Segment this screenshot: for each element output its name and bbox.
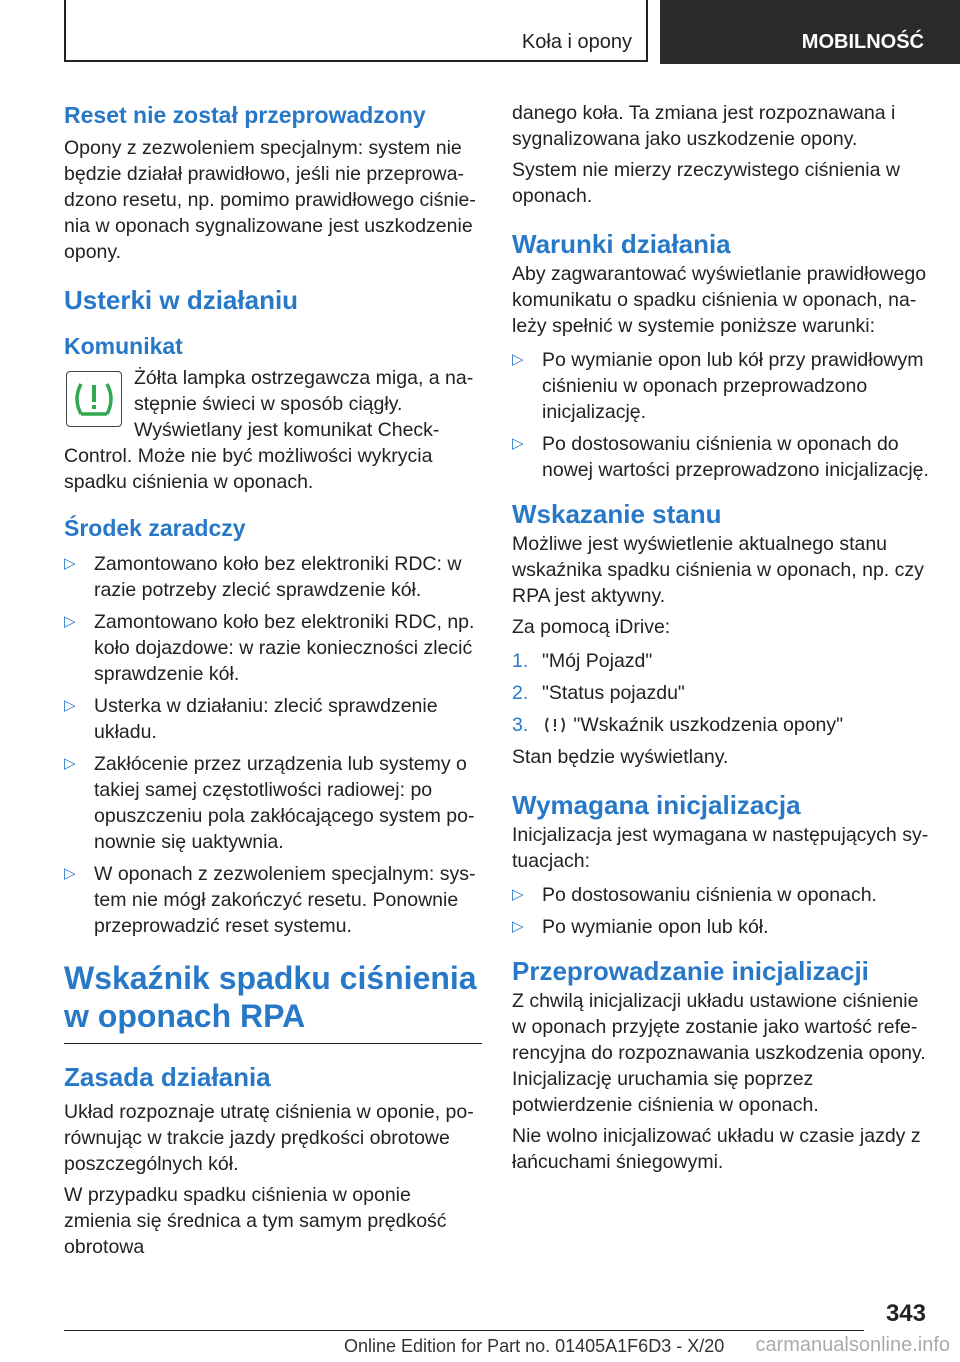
triangle-bullet-icon: ▷ xyxy=(64,697,76,714)
paragraph-stan-2: Za pomocą iDrive: xyxy=(512,616,671,638)
triangle-bullet-icon: ▷ xyxy=(64,755,76,772)
heading-usterki: Usterki w działaniu xyxy=(64,285,299,315)
section-divider xyxy=(64,1043,482,1044)
heading-zasada: Zasada działania xyxy=(64,1062,271,1092)
heading-stan: Wskazanie stanu xyxy=(512,499,722,529)
paragraph-continued: danego koła. Ta zmiana jest rozpoznawana i sygnalizowana jako uszkodzenie opony. xyxy=(512,102,896,150)
wymagana-list xyxy=(512,882,930,940)
paragraph-przeprowadzanie: Z chwilą inicjalizacji układu ustawione ciśnienie w oponach przyjęte zostanie jako wartość referencyjna do rozpoznawania uszkodzenia opony. Inicjalizację uruchamia się poprzez potwierdzenie ciśnienia w oponach. xyxy=(512,990,926,1116)
triangle-bullet-icon: ▷ xyxy=(64,865,76,882)
footer-divider xyxy=(64,1330,864,1331)
komunikat-block xyxy=(64,365,482,495)
list-item: ▷ Po wymianie opon lub kół. xyxy=(512,916,769,938)
list-item: ▷ Po dostosowaniu ciśnienia w oponach. xyxy=(512,884,877,906)
right-column xyxy=(512,100,930,1175)
srodek-list xyxy=(64,551,482,939)
paragraph-zasada-1: Układ rozpoznaje utratę ciśnienia w oponie, porównując w trakcie jazdy prędkości obrotowe poszczególnych kół. xyxy=(64,1101,474,1175)
paragraph-warunki: Aby zagwarantować wyświetlanie prawidłowego komunikatu o spadku ciśnienia w oponach, należy spełnić w systemie poniższe warunki: xyxy=(512,263,927,337)
list-item: 2. "Status pojazdu" xyxy=(512,682,685,704)
steps-list xyxy=(512,648,930,738)
list-item: ▷ Zamontowano koło bez elektroniki RDC, np. koło dojazdowe: w razie konieczności zlecić sprawdzenie kół. xyxy=(64,611,475,685)
heading-warunki: Warunki działania xyxy=(512,229,731,259)
heading-komunikat: Komunikat xyxy=(64,333,183,359)
paragraph-komunikat: Żółta lampka ostrzegawcza miga, a następnie świeci w sposób ciągły. Wyświetlany jest komunikat Check-Control. Może nie być możliwości wykrycia spadku ciśnienia w oponach. xyxy=(64,367,474,493)
list-item: 1. "Mój Pojazd" xyxy=(512,650,653,672)
paragraph-przeprowadzanie-2: Nie wolno inicjalizować układu w czasie jazdy z łańcuchami śniegowymi. xyxy=(512,1125,921,1173)
tire-warning-icon xyxy=(542,715,568,735)
triangle-bullet-icon: ▷ xyxy=(64,555,76,572)
section-title: Koła i opony xyxy=(64,0,648,62)
heading-reset: Reset nie został przeprowadzony xyxy=(64,102,426,128)
watermark: carmanualsonline.info xyxy=(755,1334,950,1356)
footer-edition: Online Edition for Part no. 01405A1F6D3 - X/20 xyxy=(344,1336,725,1356)
paragraph-stan-3: Stan będzie wyświetlany. xyxy=(512,746,729,768)
tire-pressure-warning-icon xyxy=(66,371,122,427)
chapter-tab: MOBILNOŚĆ xyxy=(660,0,960,64)
list-item: ▷ Usterka w działaniu: zlecić sprawdzenie układu. xyxy=(64,695,438,743)
triangle-bullet-icon: ▷ xyxy=(64,613,76,630)
triangle-bullet-icon: ▷ xyxy=(512,435,524,452)
heading-rpa: Wskaźnik spadku ciśnienia w oponach RPA xyxy=(64,960,477,1034)
list-item: ▷ Zakłócenie przez urządzenia lub systemy o takiej samej częstotliwości radiowej: po opuszczeniu pola zakłócającego system ponownie się uaktywnia. xyxy=(64,753,475,853)
heading-przeprowadzanie: Przeprowadzanie inicjalizacji xyxy=(512,956,869,986)
list-item: 3. "Wskaźnik uszkodzenia opony" xyxy=(512,714,844,736)
list-item: ▷ Po dostosowaniu ciśnienia w oponach do nowej wartości przeprowadzono inicjalizację. xyxy=(512,433,929,481)
paragraph-wymagana: Inicjalizacja jest wymagana w następujących sytuacjach: xyxy=(512,824,929,872)
heading-srodek: Środek zaradczy xyxy=(64,515,246,541)
warunki-list xyxy=(512,347,930,483)
list-item: ▷ W oponach z zezwoleniem specjalnym: system nie mógł zakończyć resetu. Ponownie przeprowadzić reset systemu. xyxy=(64,863,476,937)
paragraph-continued-2: System nie mierzy rzeczywistego ciśnienia w oponach. xyxy=(512,159,900,207)
page-number: 343 xyxy=(885,1300,926,1327)
list-item: ▷ Po wymianie opon lub kół przy prawidłowym ciśnieniu w oponach przeprowadzono inicjalizację. xyxy=(512,349,924,423)
triangle-bullet-icon: ▷ xyxy=(512,351,524,368)
paragraph-reset: Opony z zezwoleniem specjalnym: system nie będzie działał prawidłowo, jeśli nie przeprowadzono resetu, np. pomimo prawidłowego ciśnienia w oponach sygnalizowane jest uszkodzenie opony. xyxy=(64,137,476,263)
triangle-bullet-icon: ▷ xyxy=(512,918,524,935)
list-item: ▷ Zamontowano koło bez elektroniki RDC: w razie potrzeby zlecić sprawdzenie kół. xyxy=(64,553,462,601)
paragraph-stan: Możliwe jest wyświetlenie aktualnego stanu wskaźnika spadku ciśnienia w oponach, np. czy RPA jest aktywny. xyxy=(512,533,924,607)
page-header xyxy=(64,0,960,64)
triangle-bullet-icon: ▷ xyxy=(512,886,524,903)
heading-wymagana: Wymagana inicjalizacja xyxy=(512,790,801,820)
left-column xyxy=(64,100,482,1260)
paragraph-zasada-2: W przypadku spadku ciśnienia w oponie zmienia się średnica a tym samym prędkość obrotowa xyxy=(64,1184,447,1258)
